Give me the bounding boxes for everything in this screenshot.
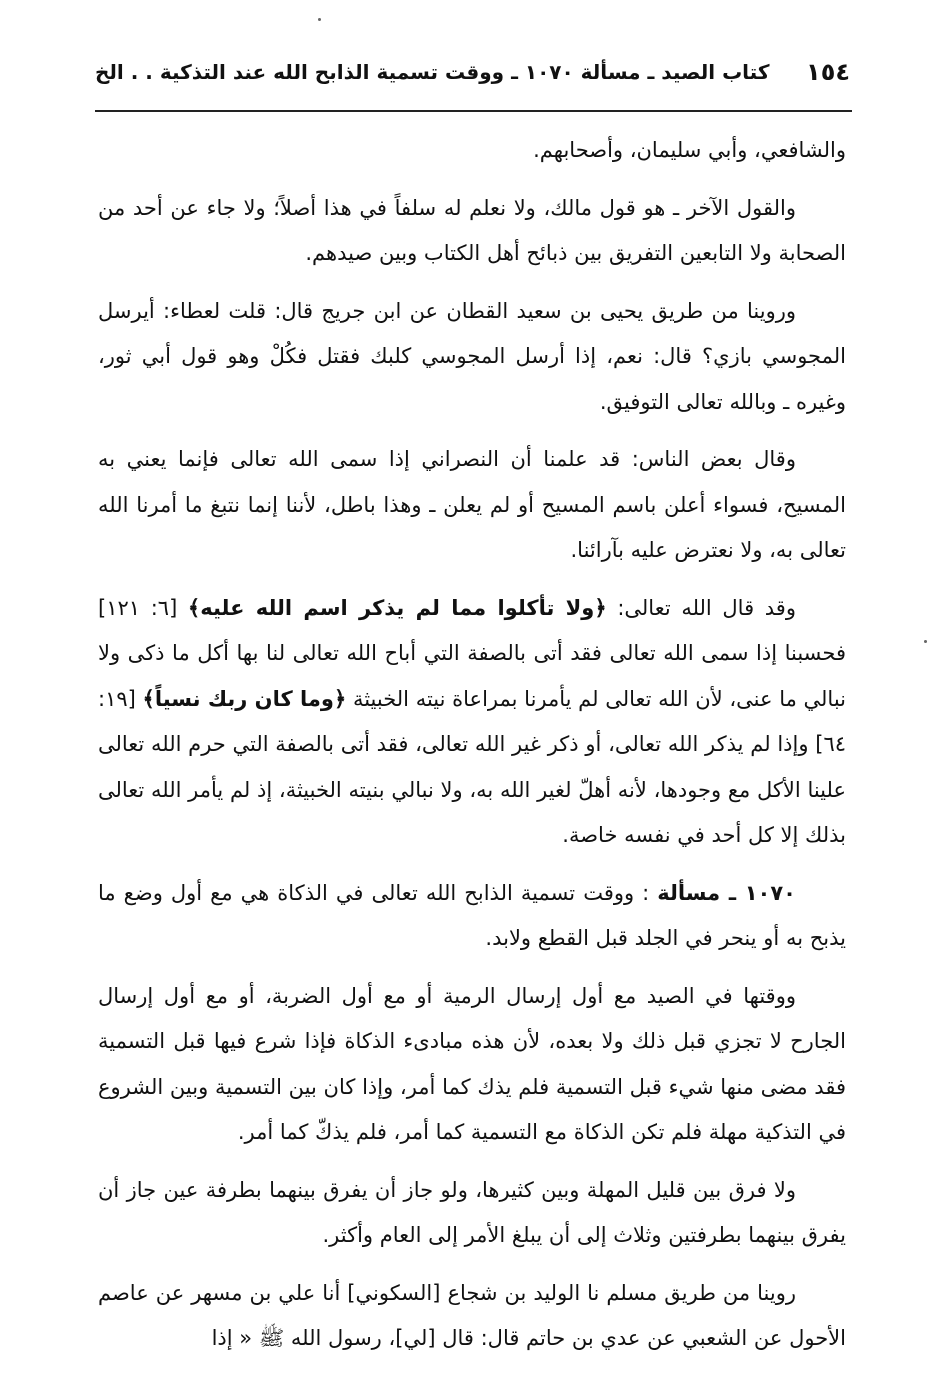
masala-paragraph: [98, 871, 846, 962]
quran-verse: ﴿ولا تأكلوا مما لم يذكر اسم الله عليه﴾: [187, 595, 607, 620]
paragraph-text: وإذا لم يذكر الله تعالى، أو ذكر غير الله تعالى، فقد أتى بالصفة التي حرم الله تعالى علينا الأكل مع وجودها، لأنه أهلّ لغير الله به، ولا نبالي بنيته الخبيثة، إذ لم يأمر الله تعالى بذلك إلا كل أحد في نفسه خاصة.: [98, 732, 846, 847]
paragraph: ووقتها في الصيد مع أول إرسال الرمية أو مع أول الضربة، أو مع أول إرسال الجارح لا تجزي قبل ذلك ولا بعده، لأن هذه مبادىء الذكاة فإذا شرع فيها قبل التسمية فقد مضى منها شيء قبل التسمية فلم يذك كما أمر، وإذا كان بين التسمية وبين الشروع في التذكية مهلة فلم تكن الذكاة مع التسمية كما أمر، فلم يذكّ كما أمر.: [98, 983, 846, 1144]
scan-speck: [924, 640, 927, 643]
paragraph-text: وقد قال الله تعالى:: [606, 595, 796, 620]
header-rule: [95, 110, 852, 112]
paragraph: والقول الآخر ـ هو قول مالك، ولا نعلم له سلفاً في هذا أصلاً؛ ولا جاء عن أحد من الصحابة ولا التابعين التفريق بين ذبائح أهل الكتاب وبين صيدهم.: [98, 195, 846, 265]
paragraph: وروينا من طريق يحيى بن سعيد القطان عن ابن جريج قال: قلت لعطاء: أيرسل المجوسي بازي؟ قال: نعم، إذا أرسل المجوسي كلبك فقتل فكُلْ وهو قول أبي ثور، وغيره ـ وبالله تعالى التوفيق.: [98, 298, 846, 414]
verse-reference: [١٩: ٦٤]: [98, 686, 846, 756]
verse-reference: [٦: ١٢١]: [98, 595, 188, 620]
running-title: كتاب الصيد ـ مسألة ١٠٧٠ ـ ووقت تسمية الذابح الله عند التذكية . . الخ: [95, 60, 770, 84]
quran-verse: ﴿وما كان ربك نسياً﴾: [142, 686, 347, 711]
paragraph: ولا فرق بين قليل المهلة وبين كثيرها، ولو جاز أن يفرق بينهما بطرفة عين جاز أن يفرق بينهما بطرفتين وثلاث إلى أن يبلغ الأمر إلى العام وأكثر.: [98, 1177, 846, 1247]
paragraph: وقال بعض الناس: قد علمنا أن النصراني إذا سمى الله تعالى فإنما يعني به المسيح، فسواء أعلن باسم المسيح أو لم يعلن ـ وهذا باطل، لأننا إنما نتبغ ما أمرنا الله تعالى به، ولا نعترض عليه بآرائنا.: [98, 447, 846, 562]
page-number: ١٥٤: [806, 58, 850, 86]
scan-speck: [318, 18, 321, 21]
masala-text: : ووقت تسمية الذابح الله تعالى في الذكاة هي مع أول وضع ما يذبح به أو ينحر في الجلد قبل القطع ولابد.: [98, 880, 846, 950]
paragraph: روينا من طريق مسلم نا الوليد بن شجاع [السكوني] أنا علي بن مسهر عن عاصم الأحول عن الشعبي عن عدي بن حاتم قال: قال [لي]، رسول الله ﷺ « إذا: [98, 1280, 846, 1350]
page-header: [95, 58, 850, 98]
masala-label: ١٠٧٠ ـ مسألة: [657, 880, 796, 905]
paragraph-text: فحسبنا إذا سمى الله تعالى فقد أتى بالصفة التي أباح الله تعالى لنا بها أكل ما ذكى ولا نبالي ما عنى، لأن الله تعالى لم يأمرنا بمراعاة نيته الخبيثة: [98, 641, 846, 711]
paragraph: والشافعي، وأبي سليمان، وأصحابهم.: [533, 138, 846, 162]
quran-paragraph: [98, 586, 846, 859]
page-body: [98, 128, 846, 1374]
